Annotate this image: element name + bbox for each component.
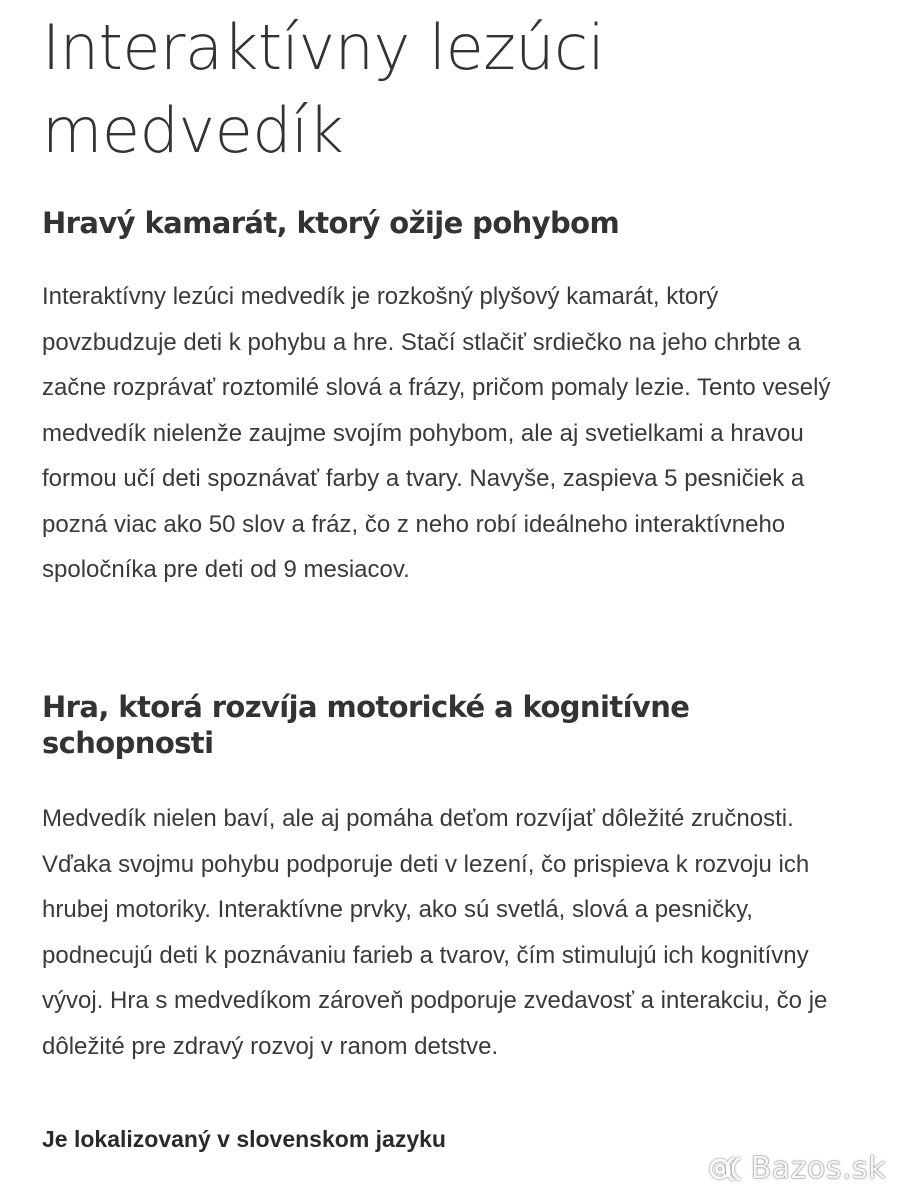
- section-heading-skills: Hra, ktorá rozvíja motorické a kognitívne schopnosti: [42, 690, 690, 760]
- watermark: [707, 1151, 886, 1186]
- bazos-logo-icon: [707, 1153, 747, 1185]
- language-note: Je lokalizovaný v slovenskom jazyku: [42, 1126, 446, 1152]
- section-body-skills: Medvedík nielen baví, ale aj pomáha deťom rozvíjať dôležité zručnosti. Vďaka svojmu pohybu podporuje deti v lezení, čo prispieva k rozvoju ich hrubej motoriky. Interaktívne prvky, ako sú svetlá, slová a pesničky, podnecujú deti k poznávaniu farieb a tvarov, čím stimulujú ich kognitívny vývoj. Hra s medvedíkom zároveň podporuje zvedavosť a interakciu, čo je dôležité pre zdravý rozvoj v ranom detstve.: [42, 805, 828, 1060]
- page-title: Interaktívny lezúci medvedík: [42, 11, 605, 167]
- section-body-playful-friend: Interaktívny lezúci medvedík je rozkošný plyšový kamarát, ktorý povzbudzuje deti k pohybu a hre. Stačí stlačiť srdiečko na jeho chrbte a začne rozprávať roztomilé slová a frázy, pričom pomaly lezie. Tento veselý medvedík nielenže zaujme svojím pohybom, ale aj svetielkami a hravou formou učí deti spoznávať farby a tvary. Navyše, zaspieva 5 pesničiek a pozná viac ako 50 slov a fráz, čo z neho robí ideálneho interaktívneho spoločníka pre deti od 9 mesiacov.: [42, 283, 831, 583]
- section-heading-playful-friend: Hravý kamarát, ktorý ožije pohybom: [42, 206, 620, 240]
- watermark-text: Bazos.sk: [750, 1151, 886, 1186]
